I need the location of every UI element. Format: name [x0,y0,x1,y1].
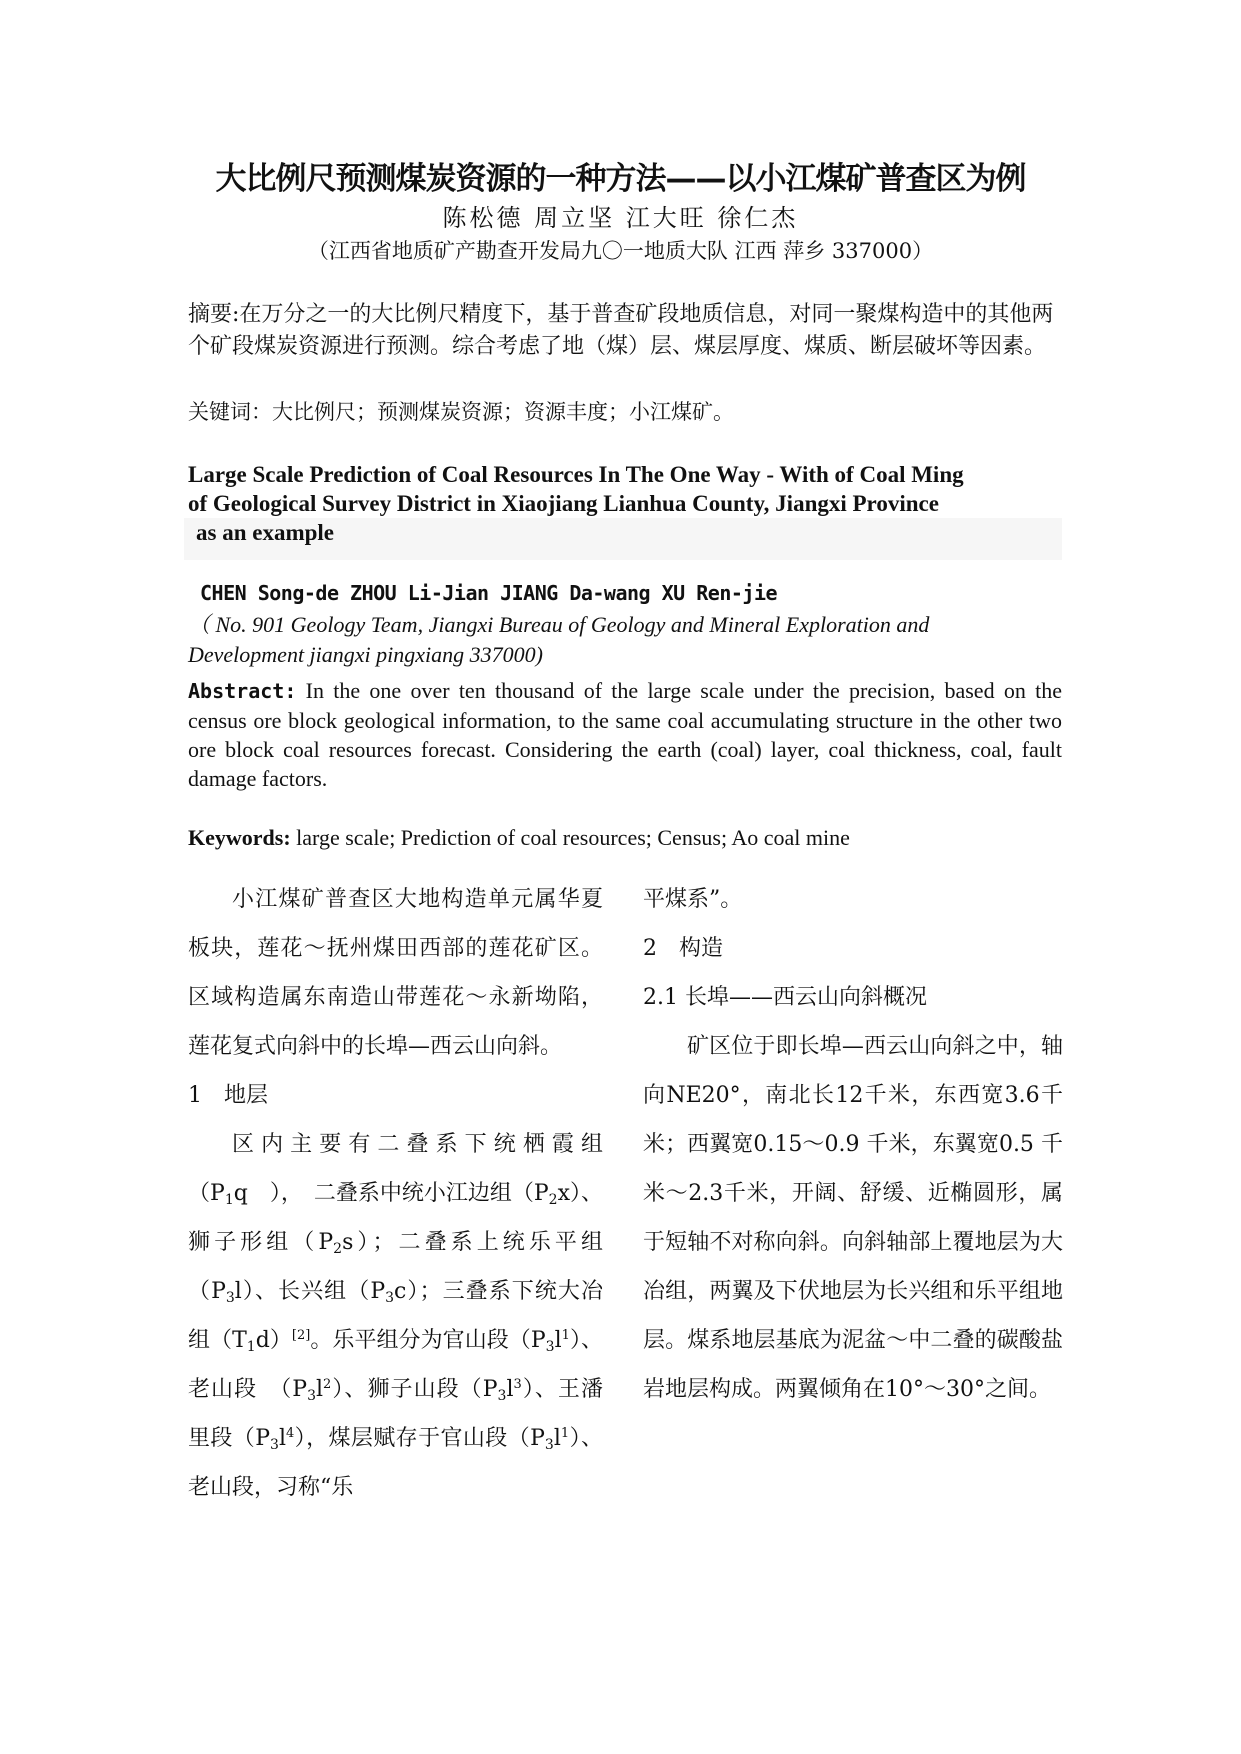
strata-paragraph: 区内主要有二叠系下统栖霞组（$P_1q$ ）， 二叠系中统小江边组$(P_2x)$、狮子形组$(P_2s)$；二叠系上统乐平组$(P_3l)$、长兴组$(P_3c)$；三叠系下统大冶组$(T_1d)[2]$。乐平组分为官山段$(P_3l^1)$、老山段 $(P_3l^2)$、狮子山段$(P_3l^3)$、王潘里段$(P_3l^4)$，煤层赋存于官山段$(P_3l^1)$、老山段，习称“乐 [188,1132,603,1500]
english-title-line: of Geological Survey District in Xiaojiang Lianhua County, Jiangxi Province [188,491,939,516]
authors-english: CHEN Song-de ZHOU Li-Jian JIANG Da-wang XU Ren-jie [200,581,778,605]
paper-title: 大比例尺预测煤炭资源的一种方法——以小江煤矿普查区为例 [215,161,1026,197]
intro-paragraph: 小江煤矿普查区大地构造单元属华夏板块，莲花～抚州煤田西部的莲花矿区。区域构造属东南造山带莲花～永新坳陷，莲花复式向斜中的长埠—西云山向斜。 [188,887,603,1059]
affiliation-english [188,610,1062,670]
english-title-line: Large Scale Prediction of Coal Resources In The One Way - With of Coal Ming [188,462,964,487]
affiliation-chinese: （江西省地质矿产勘查开发局九〇一地质大队 江西 萍乡 337000） [307,239,934,263]
abstract-english [188,676,1062,793]
abstract-chinese [188,299,1062,363]
keywords-chinese-label: 关键词： [188,400,272,424]
subsection-heading: 2.1 长埠——西云山向斜概况 [643,985,927,1010]
english-title [188,460,1062,560]
keywords-english-text: large scale; Prediction of coal resources; Census; Ao coal mine [296,825,850,850]
citation-ref: [2] [291,1328,311,1343]
section-heading-strata: 1 地层 [188,1083,268,1108]
abstract-chinese-text: 在万分之一的大比例尺精度下，基于普查矿段地质信息，对同一聚煤构造中的其他两个矿段煤炭资源进行预测。综合考虑了地（煤）层、煤层厚度、煤质、断层破坏等因素。 [188,302,1054,359]
abstract-english-text: In the one over ten thousand of the large scale under the precision, based on the census ore block geological information, to the same coal accumulating structure in the other two ore block coal resources forecast. Considering the earth (coal) layer, coal thickness, coal, fault damage factors. [188,678,1062,791]
structure-paragraph: 矿区位于即长埠—西云山向斜之中，轴向NE20°，南北长12千米，东西宽3.6千米；西翼宽0.15～0.9 千米，东翼宽0.5 千米～2.3千米，开阔、舒缓、近椭圆形，属于短轴不对称向斜。向斜轴部上覆地层为大冶组，两翼及下伏地层为长兴组和乐平组地层。煤系地层基底为泥盆～中二叠的碳酸盐岩地层构成。两翼倾角在10°～30°之间。 [643,1034,1063,1402]
keywords-english-label: Keywords: [188,825,291,850]
abstract-chinese-label: 摘要: [188,302,240,327]
section-heading-structure: 2 构造 [643,936,723,961]
affiliation-english-line: Development jiangxi pingxiang 337000) [188,642,543,667]
body-right-column [643,875,1063,1414]
keywords-english [188,823,1062,853]
abstract-english-label: Abstract: [188,679,297,703]
continued-text: 平煤系”。 [643,887,743,912]
affiliation-english-line: （ No. 901 Geology Team, Jiangxi Bureau of Geology and Mineral Exploration and [188,612,930,637]
body-left-column [188,875,603,1512]
keywords-chinese-text: 大比例尺；预测煤炭资源；资源丰度；小江煤矿。 [272,400,734,424]
english-title-line: as an example [184,518,1062,560]
keywords-chinese [188,396,1062,428]
authors-chinese: 陈松德 周立坚 江大旺 徐仁杰 [442,204,799,232]
